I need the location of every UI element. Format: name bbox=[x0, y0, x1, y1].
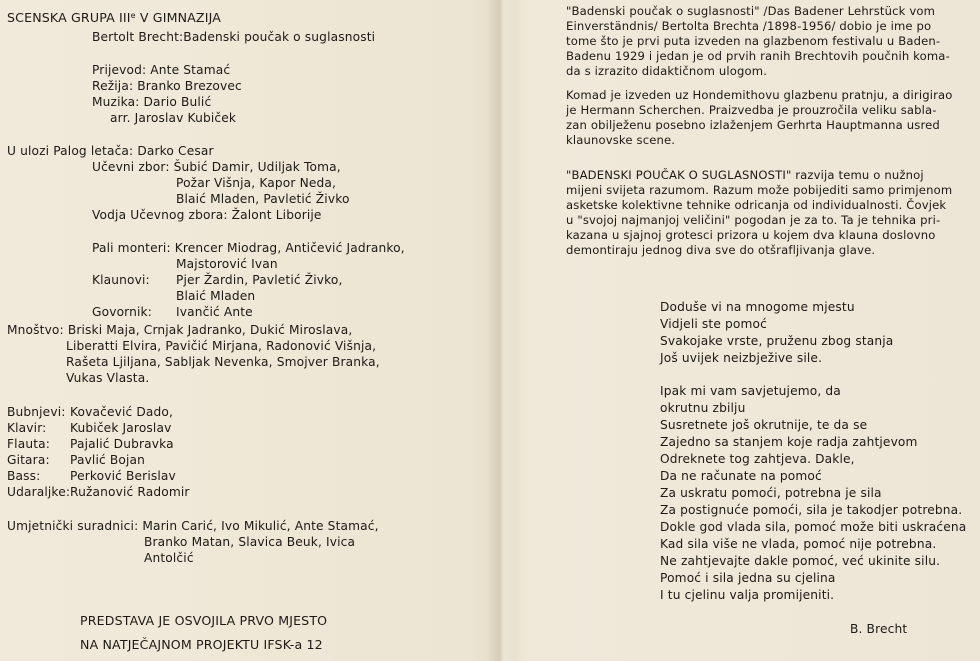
poem-line: Svakojake vrste, pruženu zbog stanja bbox=[660, 334, 894, 348]
poem-line: Za uskratu pomoći, potrebna je sila bbox=[660, 486, 882, 500]
poem-line: Ne zahtjevajte dakle pomoć, već ukinite silu. bbox=[660, 554, 941, 568]
poem-line: Još uvijek neizbježive sile. bbox=[660, 351, 823, 365]
instrument-player: Pajalić Dubravka bbox=[70, 437, 174, 451]
instrument-label: Gitara: bbox=[7, 453, 50, 467]
cast-line: Ivančić Ante bbox=[176, 305, 253, 319]
intro-line: Einverständnis/ Bertolta Brechta /1898-1956/ dobio je ime po bbox=[566, 19, 932, 33]
poem-line: Kad sila više ne vlada, pomoć nije potrebna. bbox=[660, 537, 937, 551]
cast-line: U ulozi Palog letača: Darko Cesar bbox=[7, 144, 214, 158]
cast-line: Pjer Žardin, Pavletić Živko, bbox=[176, 273, 343, 287]
theme-line: u "svojoj najmanjoj veličini" pogodan je za to. Ta je tehnika pri- bbox=[566, 213, 941, 227]
intro-line: tome što je prvi puta izveden na glazbenom festivalu u Baden- bbox=[566, 34, 941, 48]
instrument-label: Udaraljke: bbox=[7, 485, 71, 499]
music-credit: Muzika: Dario Bulić bbox=[92, 95, 212, 109]
theme-line: "BADENSKI POUČAK O SUGLASNOSTI" razvija temu o nužnoj bbox=[566, 168, 924, 182]
instrument-label: Flauta: bbox=[7, 437, 50, 451]
intro-line: "Badenski poučak o suglasnosti" /Das Badener Lehrstück vom bbox=[566, 4, 936, 18]
poem-line: Ipak mi vam savjetujemo, da bbox=[660, 384, 841, 398]
cast-line: Vodja Učevnog zbora: Žalont Liborije bbox=[92, 208, 322, 222]
theme-line: demontiraju jednog diva sve do otšrafljivanja glave. bbox=[566, 243, 876, 257]
intro-line: klaunovske scene. bbox=[566, 133, 676, 147]
cast-line: Rašeta Ljiljana, Sabljak Nevenka, Smojver Branka, bbox=[66, 355, 380, 369]
arrangement-credit: arr. Jaroslav Kubiček bbox=[110, 111, 237, 125]
poem-line: Vidjeli ste pomoć bbox=[660, 317, 767, 331]
theme-line: asketske kolektivne tehnike odricanja od individualnosti. Čovjek bbox=[566, 198, 947, 212]
theme-line: mijeni svijeta razumom. Razum može pobijediti samo primjenom bbox=[566, 183, 953, 197]
intro-line: je Hermann Scherchen. Praizvedba je prouzročila veliku sabla- bbox=[566, 103, 937, 117]
translation-credit: Prijevod: Ante Stamać bbox=[92, 63, 231, 77]
signature: B. Brecht bbox=[850, 622, 908, 636]
cast-label: Klaunovi: bbox=[92, 273, 150, 287]
poem-line: Pomoć i sila jedna su cjelina bbox=[660, 571, 836, 585]
intro-line: Komad je izveden uz Hondemithovu glazbenu pratnju, a dirigirao bbox=[566, 88, 953, 102]
award-line: PREDSTAVA JE OSVOJILA PRVO MJESTO bbox=[80, 613, 328, 628]
direction-credit: Režija: Branko Brezovec bbox=[92, 79, 242, 93]
award-line: NA NATJEČAJNOM PROJEKTU IFSK-a 12 bbox=[80, 637, 323, 652]
cast-line: Majstorović Ivan bbox=[176, 257, 278, 271]
theme-line: kazana u sjajnoj grotesci prizora u kojem dva klauna doslovno bbox=[566, 228, 936, 242]
poem-line: Da ne računate na pomoć bbox=[660, 469, 822, 483]
cast-line: Požar Višnja, Kapor Neda, bbox=[176, 176, 337, 190]
cast-line: Vukas Vlasta. bbox=[66, 371, 150, 385]
intro-line: Badenu 1929 i jedan je od prvih ranih Brechtovih poučnih koma- bbox=[566, 49, 950, 63]
instrument-player: Kubiček Jaroslav bbox=[70, 421, 172, 435]
instrument-label: Bass: bbox=[7, 469, 41, 483]
page-fold bbox=[487, 0, 515, 661]
cast-line: Mnoštvo: Briski Maja, Crnjak Jadranko, Dukić Miroslava, bbox=[7, 323, 353, 337]
instrument-label: Bubnjevi: bbox=[7, 405, 66, 419]
poem-line: I tu cjelinu valja promijeniti. bbox=[660, 588, 835, 602]
cast-label: Govornik: bbox=[92, 305, 152, 319]
instrument-player: Kovačević Dado, bbox=[70, 405, 174, 419]
collaborators-line: Umjetnički suradnici: Marin Carić, Ivo Mikulić, Ante Stamać, bbox=[7, 519, 379, 533]
poem-line: Zajedno sa stanjem koje radja zahtjevom bbox=[660, 435, 918, 449]
poem-line: Za postignuće pomoći, sila je takodjer potrebna. bbox=[660, 503, 963, 517]
cast-line: Pali monteri: Krencer Miodrag, Antičević Jadranko, bbox=[92, 241, 405, 255]
play-title: Bertolt Brecht:Badenski poučak o suglasnosti bbox=[92, 30, 376, 44]
cast-line: Učevni zbor: Šubić Damir, Udiljak Toma, bbox=[92, 160, 341, 174]
cast-line: Blaić Mladen, Pavletić Živko bbox=[176, 192, 350, 206]
instrument-player: Pavlić Bojan bbox=[70, 453, 146, 467]
instrument-player: Ružanović Radomir bbox=[70, 485, 190, 499]
poem-line: Odreknete tog zahtjeva. Dakle, bbox=[660, 452, 855, 466]
collaborators-line: Branko Matan, Slavica Beuk, Ivica bbox=[144, 535, 356, 549]
instrument-label: Klavir: bbox=[7, 421, 47, 435]
group-title: SCENSKA GRUPA IIIe V GIMNAZIJA bbox=[7, 10, 221, 25]
intro-line: da s izrazito didaktičnom ulogom. bbox=[566, 64, 768, 78]
collaborators-line: Antolčić bbox=[144, 551, 194, 565]
cast-line: Blaić Mladen bbox=[176, 289, 256, 303]
poem-line: Doduše vi na mnogome mjestu bbox=[660, 300, 855, 314]
poem-line: okrutnu zbilju bbox=[660, 401, 746, 415]
poem-line: Susretnete još okrutnije, te da se bbox=[660, 418, 868, 432]
intro-line: zan obilježenu posebno izlaženjem Gerhrta Hauptmanna usred bbox=[566, 118, 940, 132]
poem-line: Dokle god vlada sila, pomoć može biti uskraćena bbox=[660, 520, 967, 534]
instrument-player: Perković Berislav bbox=[70, 469, 176, 483]
cast-line: Liberatti Elvira, Pavičić Mirjana, Radonović Višnja, bbox=[66, 339, 377, 353]
